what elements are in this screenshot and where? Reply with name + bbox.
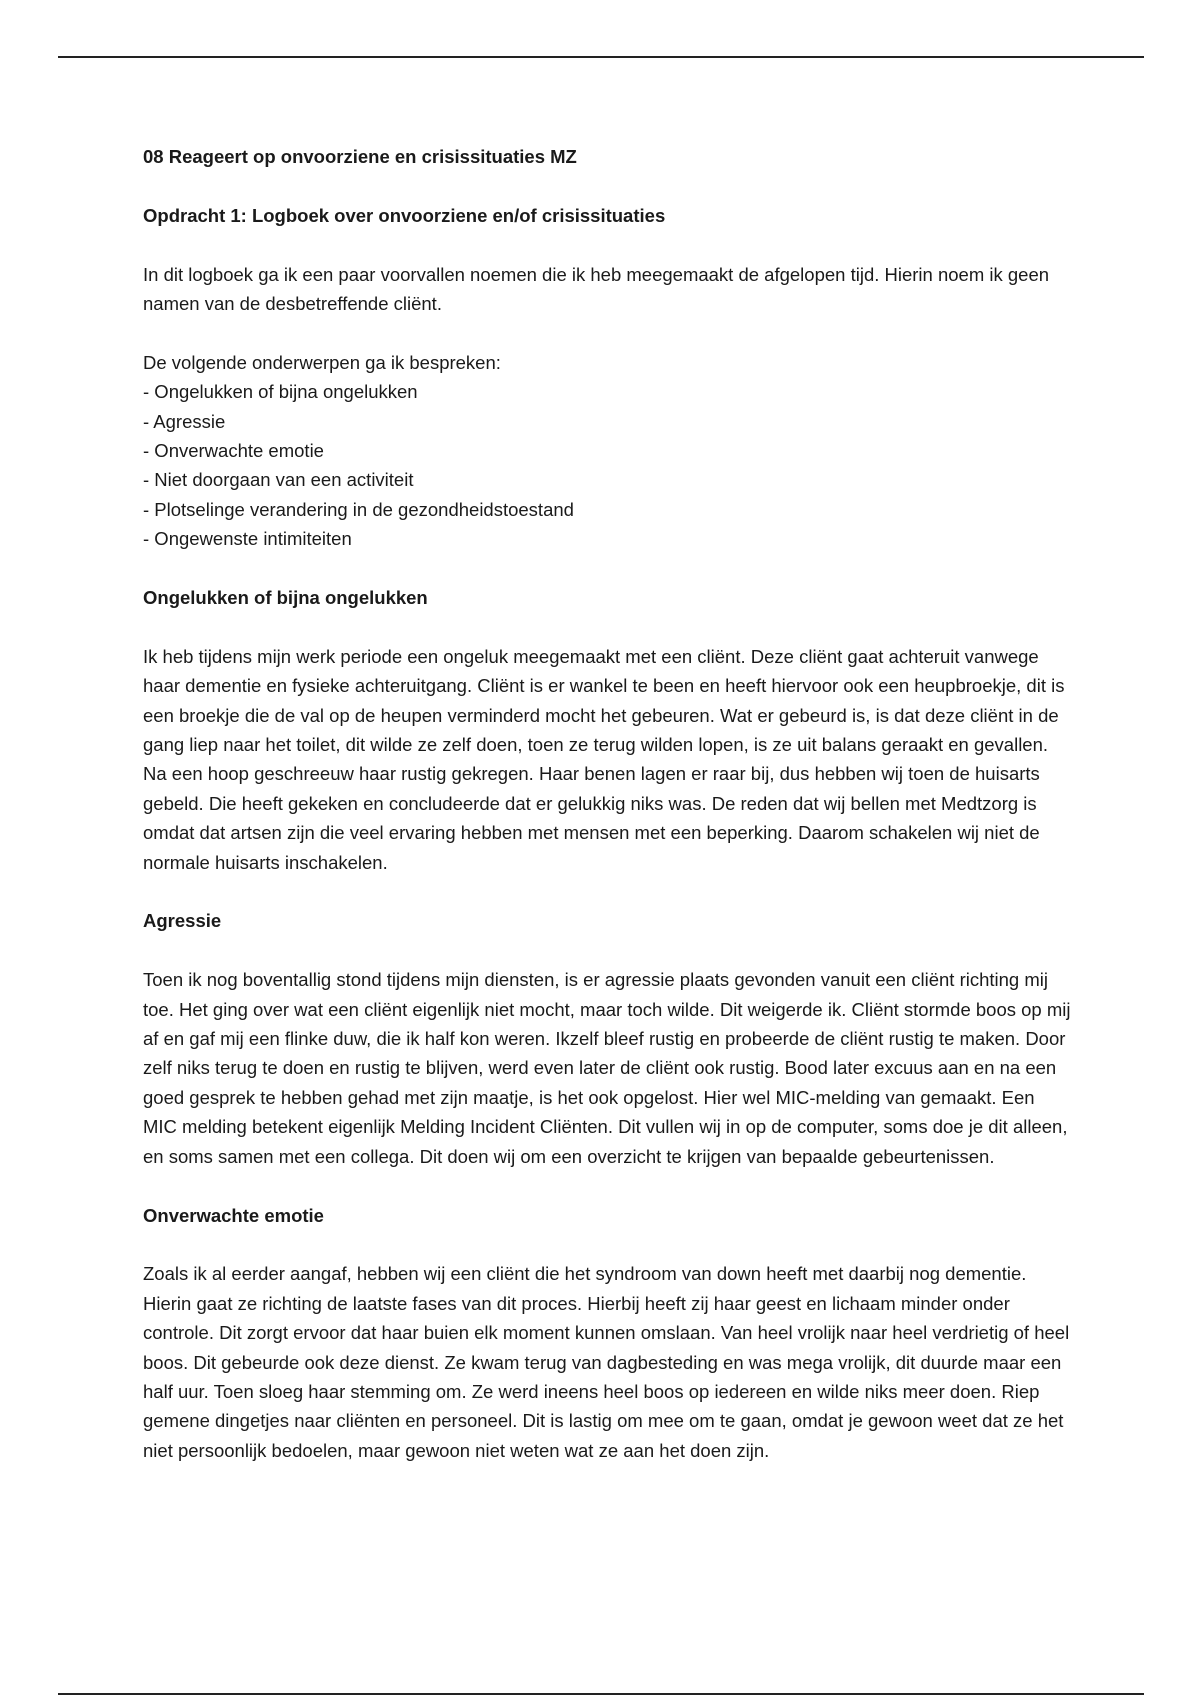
topic-item: - Niet doorgaan van een activiteit bbox=[143, 469, 414, 491]
document-title: 08 Reageert op onvoorziene en crisissituaties MZ bbox=[143, 146, 577, 167]
section-body-onverwachte-emotie: Zoals ik al eerder aangaf, hebben wij een cliënt die het syndroom van down heeft met daarbij nog dementie. Hierin gaat ze richting de laatste fases van dit proces. Hierbij heeft zij haar geest en lichaam minder onder controle. Dit zorgt ervoor dat haar buien elk moment kunnen omslaan. Van heel vrolijk naar heel verdrietig of heel boos. Dit gebeurde ook deze dienst. Ze kwam terug van dagbesteding en was mega vrolijk, dit duurde maar een half uur. Toen sloeg haar stemming om. Ze werd ineens heel boos op iedereen en wilde niks meer doen. Riep gemene dingetjes naar cliënten en personeel. Dit is lastig om mee om te gaan, omdat je gewoon weet dat ze het niet persoonlijk bedoelen, maar gewoon niet weten wat ze aan het doen zijn. bbox=[143, 1263, 1070, 1461]
document-body bbox=[143, 142, 1073, 1495]
section-heading-agressie: Agressie bbox=[143, 910, 222, 932]
topic-item: - Plotselinge verandering in de gezondheidstoestand bbox=[143, 498, 574, 520]
topic-item: - Onverwachte emotie bbox=[143, 440, 324, 462]
topics-block bbox=[143, 348, 1073, 554]
footer-rule bbox=[58, 1693, 1144, 1695]
topic-item: - Ongewenste intimiteiten bbox=[143, 528, 352, 550]
topic-item: - Agressie bbox=[143, 410, 226, 432]
header-rule bbox=[58, 56, 1144, 58]
topics-intro: De volgende onderwerpen ga ik bespreken: bbox=[143, 351, 501, 373]
section-body-agressie: Toen ik nog boventallig stond tijdens mijn diensten, is er agressie plaats gevonden vanuit een cliënt richting mij toe. Het ging over wat een cliënt eigenlijk niet mocht, maar toch wilde. Dit weigerde ik. Cliënt stormde boos op mij af en gaf mij een flinke duw, die ik half kon weren. Ikzelf bleef rustig en probeerde de cliënt rustig te maken. Door zelf niks terug te doen en rustig te blijven, werd even later de cliënt ook rustig. Bood later excuus aan en na een goed gesprek te hebben gehad met zijn maatje, is het ook opgelost. Hier wel MIC-melding van gemaakt. Een MIC melding betekent eigenlijk Melding Incident Cliënten. Dit vullen wij in op de computer, soms doe je dit alleen, en soms samen met een collega. Dit doen wij om een overzicht te krijgen van bepaalde gebeurtenissen. bbox=[143, 969, 1071, 1167]
section-body-ongelukken: Ik heb tijdens mijn werk periode een ongeluk meegemaakt met een cliënt. Deze cliënt gaat achteruit vanwege haar dementie en fysieke achteruitgang. Cliënt is er wankel te been en heeft hiervoor ook een heupbroekje, dit is een broekje die de val op de heupen verminderd mocht het gebeuren. Wat er gebeurd is, is dat deze cliënt in de gang liep naar het toilet, dit wilde ze zelf doen, toen ze terug wilden lopen, is ze uit balans geraakt en gevallen. Na een hoop geschreeuw haar rustig gekregen. Haar benen lagen er raar bij, dus hebben wij toen de huisarts gebeld. Die heeft gekeken en concludeerde dat er gelukkig niks was. De reden dat wij bellen met Medtzorg is omdat dat artsen zijn die veel ervaring hebben met mensen met een beperking. Daarom schakelen wij niet de normale huisarts inschakelen. bbox=[143, 645, 1065, 873]
topics-list bbox=[143, 377, 1073, 553]
section-heading-onverwachte-emotie: Onverwachte emotie bbox=[143, 1204, 324, 1226]
topic-item: - Ongelukken of bijna ongelukken bbox=[143, 381, 418, 403]
intro-paragraph: In dit logboek ga ik een paar voorvallen noemen die ik heb meegemaakt de afgelopen tijd. Hierin noem ik geen namen van de desbetreffende cliënt. bbox=[143, 263, 1050, 314]
assignment-heading: Opdracht 1: Logboek over onvoorziene en/of crisissituaties bbox=[143, 204, 666, 226]
section-heading-ongelukken: Ongelukken of bijna ongelukken bbox=[143, 587, 428, 609]
